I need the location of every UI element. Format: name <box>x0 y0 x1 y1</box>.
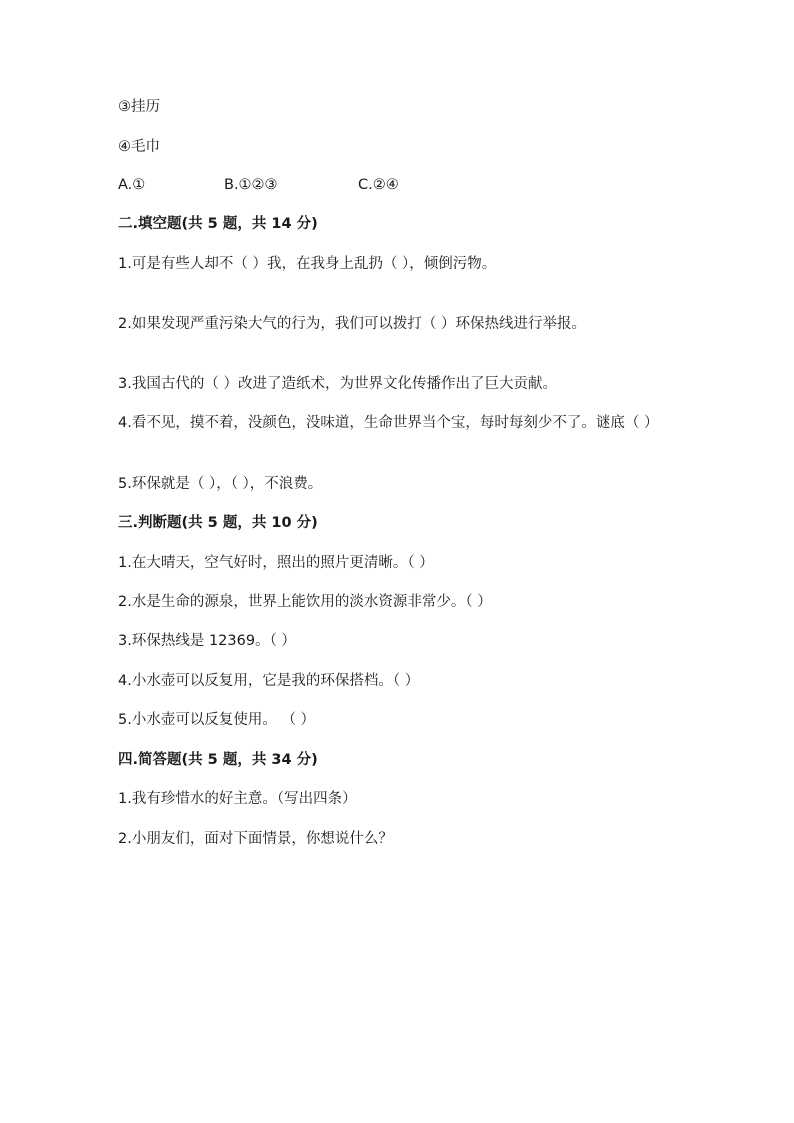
section-3-title: 三.判断题(共 5 题，共 10 分) <box>118 515 318 531</box>
option-item-4: ④毛巾 <box>118 139 160 155</box>
section-2-title: 二.填空题(共 5 题，共 14 分) <box>118 216 318 232</box>
short-answer-question-2: 2.小朋友们，面对下面情景，你想说什么？ <box>118 831 393 847</box>
answer-choices-row <box>118 175 418 196</box>
fill-question-4: 4.看不见，摸不着，没颜色，没味道，生命世界当个宝，每时每刻少不了。谜底（ ） <box>118 415 659 431</box>
fill-question-3: 3.我国古代的（ ）改进了造纸术，为世界文化传播作出了巨大贡献。 <box>118 376 557 392</box>
judge-question-3: 3.环保热线是 12369。（ ） <box>118 633 296 649</box>
choice-c: C.②④ <box>358 177 399 193</box>
judge-question-4: 4.小水壶可以反复用，它是我的环保搭档。（ ） <box>118 673 420 689</box>
judge-question-2: 2.水是生命的源泉，世界上能饮用的淡水资源非常少。（ ） <box>118 594 492 610</box>
option-item-3: ③挂历 <box>118 99 160 115</box>
fill-question-5: 5.环保就是（ ），（ ），不浪费。 <box>118 476 323 492</box>
short-answer-question-1: 1.我有珍惜水的好主意。（写出四条） <box>118 791 357 807</box>
fill-question-1: 1.可是有些人却不（ ）我，在我身上乱扔（ ），倾倒污物。 <box>118 256 497 272</box>
choice-a: A.① <box>118 177 146 193</box>
fill-question-2: 2.如果发现严重污染大气的行为，我们可以拨打（ ）环保热线进行举报。 <box>118 316 586 332</box>
choice-b: B.①②③ <box>224 177 278 193</box>
judge-question-5: 5.小水壶可以反复使用。 （ ） <box>118 712 316 728</box>
section-4-title: 四.简答题(共 5 题，共 34 分) <box>118 752 318 768</box>
judge-question-1: 1.在大晴天，空气好时，照出的照片更清晰。（ ） <box>118 555 434 571</box>
